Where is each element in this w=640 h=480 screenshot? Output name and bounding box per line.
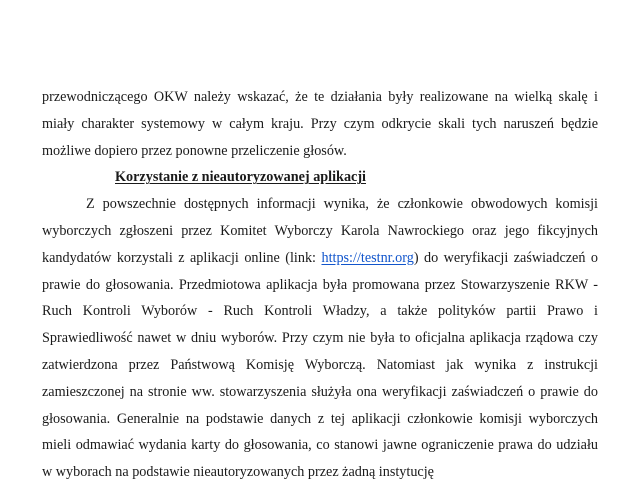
testnr-link[interactable]: https://testnr.org — [321, 249, 414, 266]
section-heading: Korzystanie z nieautoryzowanej aplikacji — [115, 169, 367, 186]
paragraph-app-text-end: ) do weryfikacji zaświadczeń o prawie do głosowania. Przedmiotowa aplikacja była promowana przez Stowarzyszenie RKW - Ruch Kontroli Wyborów - Ruch Kontroli Władzy, a także polityków partii Prawo i Sprawiedliwość nawet w dniu wyborów. Przy czym nie była to oficjalna aplikacja rządowa czy zatwierdzona przez Państwową Komisję Wyborczą. Natomiast jak wynika z instrukcji zamieszczonej na stronie ww. stowarzyszenia służyła ona weryfikacji zaświadczeń o prawie do głosowania. Generalnie na podstawie danych z tej aplikacji członkowie komisji wyborczych mieli odmawiać wydania karty do głosowania, co stanowi jawne ograniczenie prawa do udziału w wyborach na podstawie nieautoryzowanych przez żadną instytucję — [42, 249, 598, 480]
paragraph-intro: przewodniczącego OKW należy wskazać, że te działania były realizowane na wielką skalę i miały charakter systemowy w całym kraju. Przy czym odkrycie skali tych naruszeń będzie możliwe dopiero przez ponowne przeliczenie głosów. — [42, 89, 598, 159]
paragraph-app — [42, 191, 598, 480]
paragraph-app-text-start: Z powszechnie dostępnych informacji wynika, że członkowie obwodowych komisji wyborczych zgłoszeni przez Komitet Wyborczy Karola Nawrockiego oraz jego fikcyjnych kandydatów korzystali z aplikacji online (link: — [42, 196, 598, 266]
